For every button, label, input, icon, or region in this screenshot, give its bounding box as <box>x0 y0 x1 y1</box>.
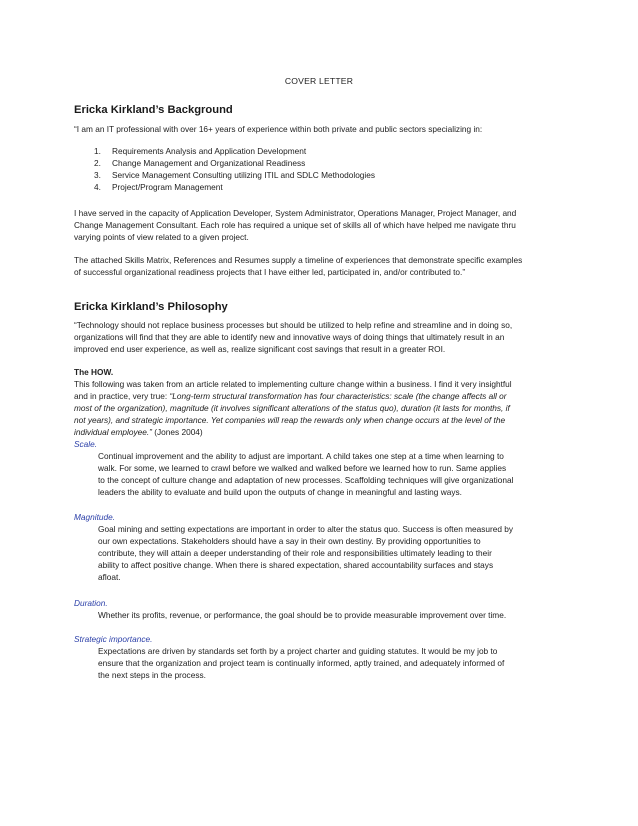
how-quote: “Long-term structural transformation has four characteristics: scale (the change affects all or <box>169 391 507 401</box>
list-item <box>94 158 305 169</box>
duration-line: Whether its profits, revenue, or performance, the goal should be to provide measurable improvement over time. <box>98 610 507 620</box>
magnitude-line: ability to affect positive change. When there is shared expectation, shared accountability surfaces and stays <box>98 560 494 570</box>
philosophy-paragraph-line: “Technology should not replace business processes but should be utilized to help refine and streamline and in doing so, <box>74 320 513 330</box>
list-item <box>94 170 375 181</box>
how-line <box>74 391 570 402</box>
how-quote: individual employee.” <box>74 427 152 437</box>
scale-line: Continual improvement and the ability to adjust are important. A child takes one step at a time when learning to <box>98 451 504 461</box>
strategic-importance-label: Strategic importance. <box>74 634 153 644</box>
how-quote-line: most of the organization), magnitude (it involves significant alterations of the status quo), duration (it lasts for months, if <box>74 403 510 413</box>
list-text: Service Management Consulting utilizing ITIL and SDLC Methodologies <box>112 170 376 180</box>
how-text: This following was taken from an article related to implementing culture change within a business. I find it very insightful <box>74 379 512 389</box>
scale-label: Scale. <box>74 439 98 449</box>
how-citation: (Jones 2004) <box>151 427 203 437</box>
scale-line: to the concept of culture change and adaptation of new processes. Scaffolding techniques will give organizational <box>98 475 514 485</box>
magnitude-line: Goal mining and setting expectations are important in order to alter the status quo. Success is often measured by <box>98 524 514 534</box>
duration-label: Duration. <box>74 598 108 608</box>
background-paragraph-2-line: The attached Skills Matrix, References and Resumes supply a timeline of experiences that demonstrate specific examples <box>74 255 523 265</box>
scale-line: leaders the ability to evaluate and build upon the outputs of change in meaningful and lasting ways. <box>98 487 462 497</box>
list-number: 2. <box>94 158 101 168</box>
philosophy-paragraph-line: organizations will find that they are able to identify new and innovative ways of doing things that ultimately result in an <box>74 332 505 342</box>
how-line <box>74 427 570 438</box>
list-number: 4. <box>94 182 101 192</box>
strategic-line: the next steps in the process. <box>98 670 206 680</box>
philosophy-paragraph-line: improved end user experience, as well as, realize significant cost savings that result in a greater ROI. <box>74 344 446 354</box>
magnitude-line: contribute, they will attain a deeper understanding of their role and responsibilities ultimately leading to their <box>98 548 492 558</box>
background-paragraph-1-line: Change Management Consultant. Each role has required a unique set of skills all of which have helped me navigate thru <box>74 220 516 230</box>
magnitude-line: afloat. <box>98 572 121 582</box>
magnitude-label: Magnitude. <box>74 512 116 522</box>
list-text: Requirements Analysis and Application Development <box>112 146 307 156</box>
background-intro: “I am an IT professional with over 16+ years of experience within both private and public sectors specializing in: <box>74 124 483 134</box>
list-item <box>94 182 223 193</box>
philosophy-heading: Ericka Kirkland’s Philosophy <box>74 301 228 313</box>
list-number: 3. <box>94 170 101 180</box>
how-text: and in practice, very true: <box>74 391 170 401</box>
how-quote-line: not years), and strategic importance. Yet companies will reap the rewards only when change occurs at the level of the <box>74 415 506 425</box>
document-title: COVER LETTER <box>284 76 354 86</box>
list-item <box>94 146 306 157</box>
background-paragraph-1-line: I have served in the capacity of Application Developer, System Administrator, Operations Manager, Project Manager, and <box>74 208 517 218</box>
list-text: Change Management and Organizational Readiness <box>112 158 306 168</box>
strategic-line: Expectations are driven by standards set forth by a project charter and guiding statutes. It would be my job to <box>98 646 498 656</box>
scale-line: walk. For some, we learned to crawl before we walked and walked before we learned how to run. Same applies <box>98 463 507 473</box>
strategic-line: ensure that the organization and project team is continually informed, aptly trained, and adequately informed of <box>98 658 505 668</box>
magnitude-line: our own expectations. Stakeholders should have a say in their own destiny. By providing opportunities to <box>98 536 481 546</box>
list-text: Project/Program Management <box>112 182 223 192</box>
how-heading: The HOW. <box>74 367 114 377</box>
background-heading: Ericka Kirkland’s Background <box>74 104 233 116</box>
how-line <box>74 379 570 390</box>
background-paragraph-1-line: varying points of view related to a given project. <box>74 232 249 242</box>
list-number: 1. <box>94 146 101 156</box>
background-paragraph-2-line: of successful organizational readiness projects that I have either led, participated in, and/or contributed to.” <box>74 267 466 277</box>
